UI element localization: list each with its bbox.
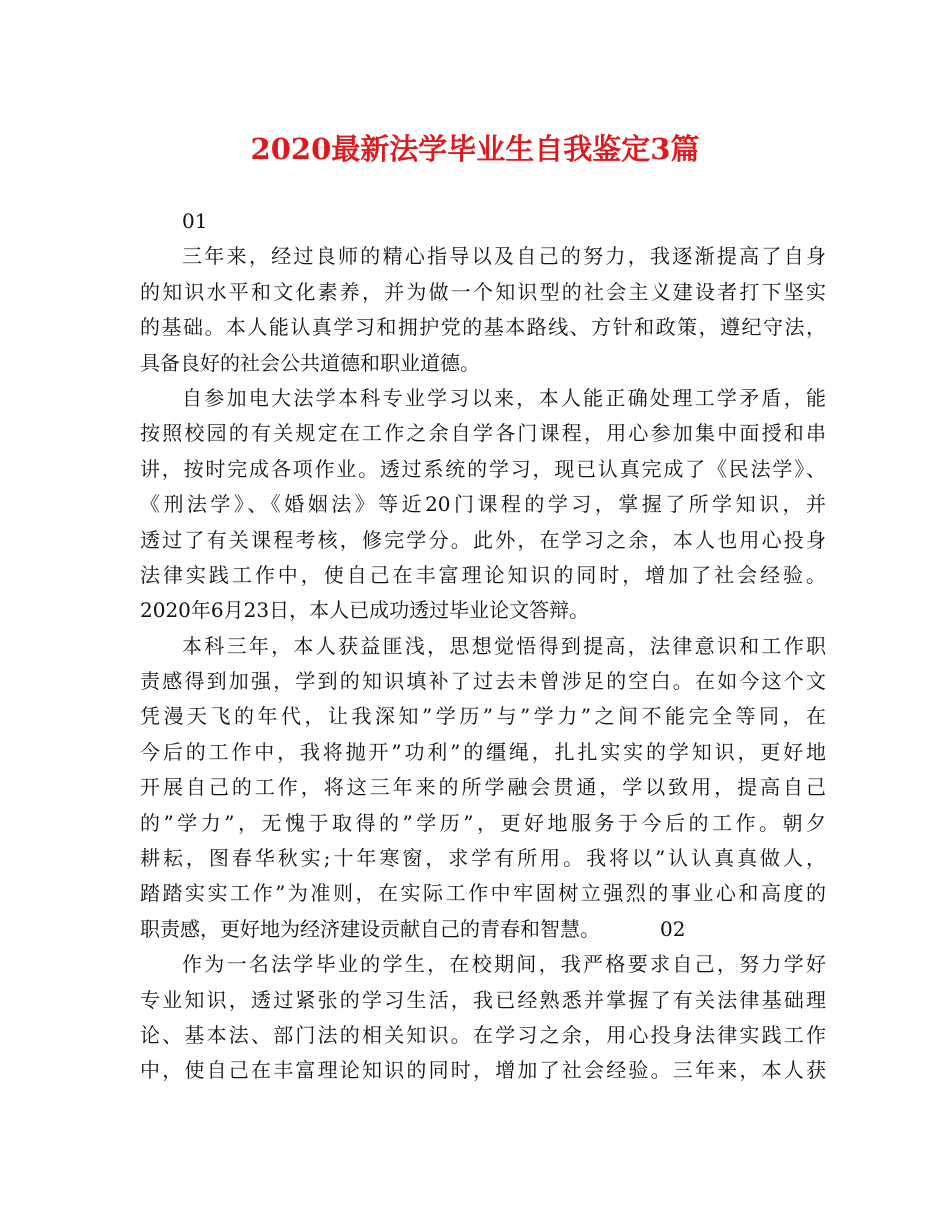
paragraph-line: 具备良好的社会公共道德和职业道德。 [140, 350, 480, 375]
paragraph-line: 责感得到加强，学到的知识填补了过去未曾涉足的空白。在如今这个文 [140, 669, 826, 694]
paragraph-line: 三年来，经过良师的精心指导以及自己的努力，我逐渐提高了自身 [182, 244, 826, 269]
paragraph-line: 自参加电大法学本科专业学习以来，本人能正确处理工学矛盾，能 [182, 385, 826, 410]
paragraph-line: 今后的工作中，我将抛开”功利”的缰绳，扎扎实实的学知识，更好地 [140, 739, 826, 764]
paragraph-line: 踏踏实实工作”为准则，在实际工作中牢固树立强烈的事业心和高度的 [140, 881, 826, 906]
paragraph-line: 的”学力”，无愧于取得的”学历”，更好地服务于今后的工作。朝夕 [140, 810, 826, 835]
paragraph-line: 本科三年，本人获益匪浅，思想觉悟得到提高，法律意识和工作职 [182, 633, 826, 658]
paragraph-line: 论、基本法、部门法的相关知识。在学习之余，用心投身法律实践工作 [140, 1022, 826, 1047]
paragraph-line: 的基础。本人能认真学习和拥护党的基本路线、方针和政策，遵纪守法， [140, 315, 826, 340]
paragraph-line: 作为一名法学毕业的学生，在校期间，我严格要求自己，努力学好 [182, 952, 826, 977]
paragraph-line: 中，使自己在丰富理论知识的同时，增加了社会经验。三年来，本人获 [140, 1058, 826, 1083]
paragraph-line: 透过了有关课程考核，修完学分。此外，在学习之余，本人也用心投身 [140, 527, 826, 552]
paragraph-line-text: 职责感，更好地为经济建设贡献自己的青春和智慧。 [140, 916, 600, 941]
paragraph-line: 凭漫天飞的年代，让我深知”学历”与”学力”之间不能完全等同，在 [140, 704, 826, 729]
paragraph-line: 《刑法学》、《婚姻法》等近20门课程的学习，掌握了所学知识，并 [140, 492, 826, 517]
document-body [140, 204, 826, 1089]
section-number-02: 02 [660, 916, 686, 941]
paragraph-line: 按照校园的有关规定在工作之余自学各门课程，用心参加集中面授和串 [140, 421, 826, 446]
document-title: 2020最新法学毕业生自我鉴定3篇 [250, 132, 700, 166]
section-number-01: 01 [182, 209, 208, 233]
paragraph-line: 耕耘，图春华秋实;十年寒窗，求学有所用。我将以”认认真真做人， [140, 846, 826, 871]
paragraph-line [140, 912, 826, 947]
paragraph-line: 开展自己的工作，将这三年来的所学融会贯通，学以致用，提高自己 [140, 775, 826, 800]
paragraph-line: 的知识水平和文化素养，并为做一个知识型的社会主义建设者打下坚实 [140, 279, 826, 304]
paragraph-line: 法律实践工作中，使自己在丰富理论知识的同时，增加了社会经验。 [140, 562, 826, 587]
paragraph-line: 讲，按时完成各项作业。透过系统的学习，现已认真完成了《民法学》、 [140, 456, 826, 481]
paragraph-line: 专业知识，透过紧张的学习生活，我已经熟悉并掌握了有关法律基础理 [140, 987, 826, 1012]
paragraph-line: 2020年6月23日，本人已成功透过毕业论文答辩。 [140, 598, 590, 623]
